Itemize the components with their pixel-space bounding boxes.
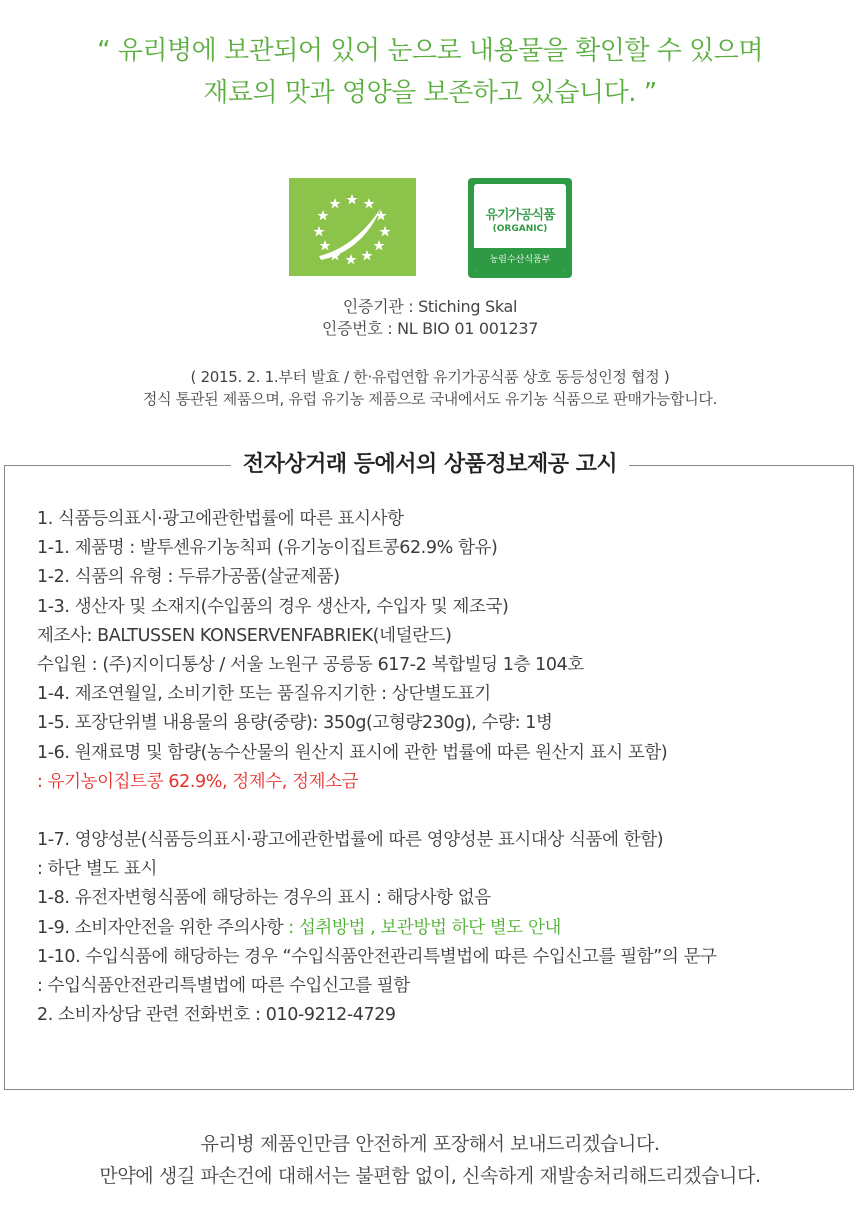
- info-line: 1. 식품등의표시·광고에관한법률에 따른 표시사항: [37, 509, 404, 529]
- certification-number: 인증번호 : NL BIO 01 001237: [321, 319, 539, 338]
- info-line: 1-8. 유전자변형식품에 해당하는 경우의 표시 : 해당사항 없음: [37, 888, 491, 909]
- info-line: 1-10. 수입식품에 해당하는 경우 “수입식품안전관리특별법에 따른 수입신고를 필함”의 문구: [37, 946, 717, 967]
- eu-organic-leaf-logo: [289, 178, 416, 276]
- blank-line: [37, 797, 837, 826]
- shipping-note-line-2: 만약에 생길 파손건에 대해서는 불편함 없이, 신속하게 재발송처리해드리겠습니다.: [99, 1165, 761, 1187]
- product-info-list: [37, 505, 837, 1030]
- certification-info: [0, 296, 860, 340]
- info-line: 1-1. 제품명 : 발투센유기농칙피 (유기농이집트콩62.9% 함유): [37, 538, 498, 559]
- info-line: 1-5. 포장단위별 내용물의 용량(중량): 350g(고형량230g), 수량: 1병: [37, 713, 553, 734]
- info-line: 1-4. 제조연월일, 소비기한 또는 품질유지기한 : 상단별도표기: [37, 684, 491, 705]
- info-line: 1-6. 원재료명 및 함량(농수산물의 원산지 표시에 관한 법률에 따른 원산지 표시 포함): [37, 742, 668, 763]
- info-line: 2. 소비자상담 관련 전화번호 : 010-9212-4729: [37, 1005, 396, 1026]
- certification-logos: [0, 178, 860, 278]
- certification-body: 인증기관 : Stiching Skal: [342, 297, 518, 316]
- korea-organic-logo-title: 유기가공식품: [485, 208, 555, 223]
- product-info-notice-title-wrap: [0, 451, 860, 479]
- korea-organic-logo-subtitle: (ORGANIC): [492, 224, 548, 234]
- intro-quote-line-2: 재료의 맛과 영양을 보존하고 있습니다. ”: [203, 78, 657, 108]
- korea-organic-logo-inner: [474, 184, 566, 272]
- ingredients-line: : 유기농이집트콩 62.9%, 정제수, 정제소금: [37, 771, 359, 792]
- eu-star-leaf-icon: [289, 178, 416, 276]
- certification-note: [0, 366, 860, 410]
- certification-note-line-1: ( 2015. 2. 1.부터 발효 / 한·유럽연합 유기가공식품 상호 동등성인정 협정 ): [190, 368, 670, 386]
- intro-quote-line-1: “ 유리병에 보관되어 있어 눈으로 내용물을 확인할 수 있으며: [97, 36, 763, 66]
- shipping-note: [0, 1128, 860, 1192]
- info-line: : 하단 별도 표시: [37, 859, 158, 880]
- info-line: 1-2. 식품의 유형 : 두류가공품(살균제품): [37, 567, 340, 588]
- info-line: : 수입식품안전관리특별법에 따른 수입신고를 필함: [37, 976, 410, 996]
- caution-label: 1-9. 소비자안전을 위한 주의사항: [37, 917, 289, 938]
- korea-organic-processed-food-logo: [468, 178, 572, 278]
- certification-note-line-2: 정식 통관된 제품으며, 유럽 유기농 제품으로 국내에서도 유기농 식품으로 판매가능합니다.: [142, 390, 718, 408]
- info-line: 1-3. 생산자 및 소재지(수입품의 경우 생산자, 수입자 및 제조국): [37, 596, 509, 617]
- shipping-note-line-1: 유리병 제품인만큼 안전하게 포장해서 보내드리겠습니다.: [200, 1133, 660, 1155]
- info-line: 제조사: BALTUSSEN KONSERVENFABRIEK(네덜란드): [37, 625, 452, 646]
- product-info-notice-title: 전자상거래 등에서의 상품정보제공 고시: [231, 451, 629, 479]
- korea-organic-logo-ministry: 농림수산식품부: [474, 248, 566, 272]
- intro-quote: [0, 30, 860, 114]
- caution-line: [37, 914, 837, 943]
- info-line: 1-7. 영양성분(식품등의표시·광고에관한법률에 따른 영양성분 표시대상 식품에 한함): [37, 830, 664, 851]
- caution-value: : 섭취방법 , 보관방법 하단 별도 안내: [288, 917, 561, 938]
- info-line: 수입원 : (주)지이디통상 / 서울 노원구 공릉동 617-2 복합빌딩 1층 104호: [37, 654, 584, 675]
